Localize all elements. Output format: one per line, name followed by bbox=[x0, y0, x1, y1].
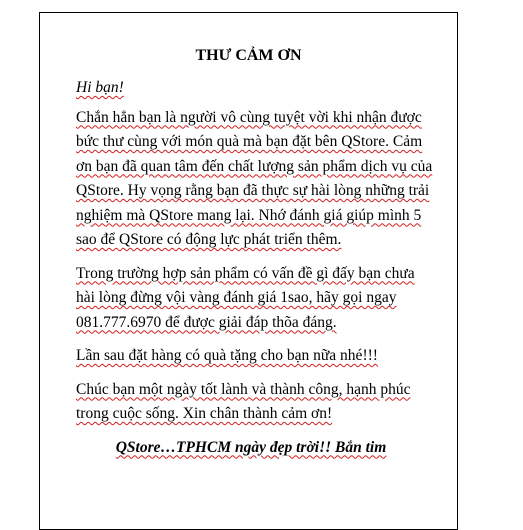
greeting-line bbox=[76, 76, 436, 101]
greeting-text: Hi bạn! bbox=[76, 79, 124, 96]
document-page bbox=[39, 12, 458, 530]
letter-body bbox=[76, 76, 436, 469]
paragraph-next-order-text: Lần sau đặt hàng có quà tặng cho bạn nữa nhé!!! bbox=[76, 347, 378, 364]
letter-title: THƯ CẢM ƠN bbox=[195, 47, 302, 64]
paragraph-wishes bbox=[76, 378, 436, 427]
paragraph-intro-text: Chắn hẳn bạn là người vô cùng tuyệt vời khi nhận được bức thư cùng với món quà mà bạn đặt bên QStore. Cảm ơn bạn đã quan tâm đến chất lượng sản phẩm dịch vụ của QStore. Hy vọng rằng bạn đã thực sự hài lòng những trải nghiệm mà QStore mang lại. Nhớ đánh giá giúp mình 5 sao để QStore có động lực phát triển thêm. bbox=[76, 108, 433, 248]
signature-text: QStore…TPHCM ngày đẹp trời!! Bắn tim bbox=[115, 438, 387, 456]
paragraph-next-order bbox=[76, 344, 436, 369]
paragraph-support bbox=[76, 262, 436, 336]
paragraph-support-text: Trong trường hợp sản phẩm có vấn đề gì đấy bạn chưa hài lòng đừng vội vàng đánh giá 1sao, hãy gọi ngay 081.777.6970 để được giải đáp thõa đáng. bbox=[76, 264, 415, 331]
signature-line bbox=[66, 436, 436, 461]
paragraph-intro bbox=[76, 106, 436, 253]
paragraph-wishes-text: Chúc bạn một ngày tốt lành và thành công, hạnh phúc trong cuộc sống. Xin chân thành cảm ơn! bbox=[76, 380, 411, 422]
